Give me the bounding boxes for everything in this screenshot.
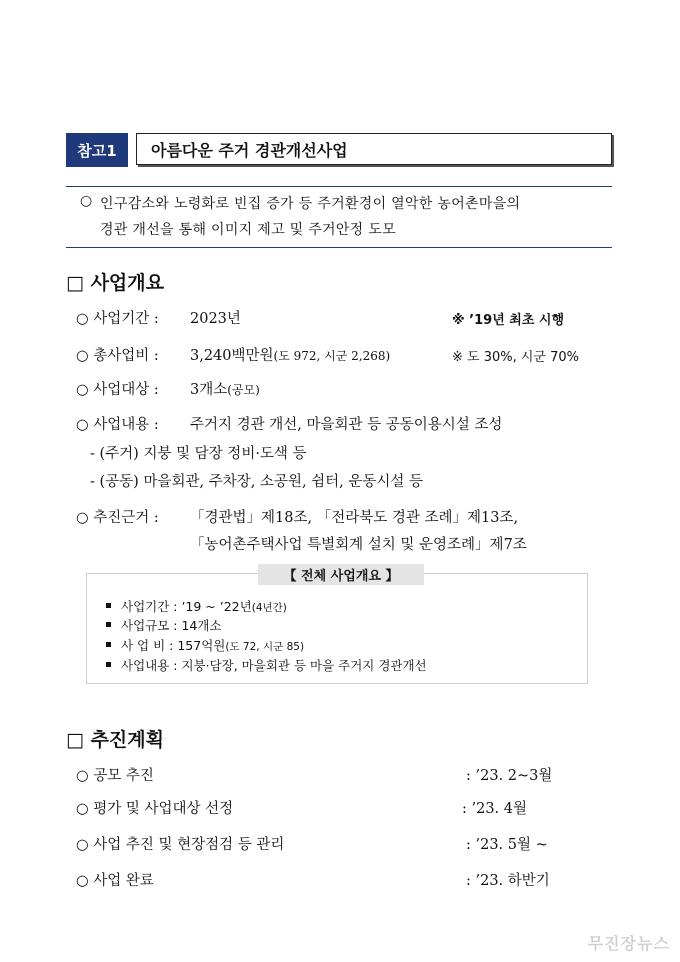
period-value: 2023년 (190, 311, 241, 327)
budget-value (190, 344, 390, 365)
content-label: ○ 사업내용 : (76, 417, 159, 433)
plan-row-date: : ’23. 2~3월 (466, 768, 553, 784)
budget-label: ○ 총사업비 : (76, 348, 159, 364)
basis-line-2: 「농어촌주택사업 특별회계 설치 및 운영조례」제7조 (190, 537, 527, 553)
watermark-logo: 무진장뉴스 (587, 934, 670, 953)
page-title: 아름다운 주거 경관개선사업 (136, 133, 612, 165)
basis-line-1: 「경관법」제18조, 「전라북도 경관 조례」제13조, (190, 510, 519, 526)
plan-row-date: : ’23. 5월 ~ (466, 837, 548, 853)
plan-row-label: ○ 공모 추진 (76, 768, 154, 784)
period-label: ○ 사업기간 : (76, 311, 159, 327)
plan-row-date: : ’23. 4월 (462, 801, 528, 817)
budget-detail: (도 972, 시군 2,268) (273, 349, 391, 363)
target-detail: (공모) (227, 383, 260, 397)
plan-row-label: ○ 사업 추진 및 현장점검 등 관리 (76, 837, 285, 853)
summary-item (106, 636, 304, 654)
summary-item (106, 656, 427, 674)
intro-line-1: 인구감소와 노령화로 빈집 증가 등 주거환경이 열악한 농어촌마을의 (100, 196, 521, 212)
square-bullet-icon (106, 603, 111, 608)
summary-title: 【 전체 사업개요 】 (258, 564, 424, 585)
period-note: ※ ’19년 최초 시행 (452, 313, 565, 328)
intro-line-2: 경관 개선을 통해 이미지 제고 및 주거안정 도모 (100, 222, 396, 238)
summary-item-label: 사업규모 : 14개소 (121, 618, 222, 633)
plan-row-label: ○ 사업 완료 (76, 873, 154, 889)
target-count: 3개소 (190, 382, 228, 398)
target-value (190, 378, 260, 399)
summary-item-label: 사 업 비 : 157억원 (121, 638, 226, 653)
budget-amount: 3,240백만원 (190, 348, 274, 364)
target-label: ○ 사업대상 : (76, 382, 159, 398)
summary-item (106, 597, 287, 615)
plan-title: □ 추진계획 (66, 729, 164, 751)
content-sub-2: - (공동) 마을회관, 주차장, 소공원, 쉼터, 운동시설 등 (90, 474, 424, 490)
square-bullet-icon (106, 642, 111, 647)
summary-item-label: 사업기간 : ’19 ~ ’22년 (121, 599, 252, 614)
plan-row-date: : ’23. 하반기 (466, 873, 550, 889)
square-bullet-icon (106, 662, 111, 667)
content-value: 주거지 경관 개선, 마을회관 등 공동이용시설 조성 (190, 417, 503, 433)
summary-item-detail: (도 72, 시군 85) (225, 641, 305, 653)
intro-bullet: ○ (80, 193, 93, 209)
summary-item-detail: (4년간) (251, 602, 287, 614)
plan-row-label: ○ 평가 및 사업대상 선정 (76, 801, 234, 817)
summary-item-label: 사업내용 : 지붕·담장, 마을회관 등 마을 주거지 경관개선 (121, 658, 427, 673)
content-sub-1: - (주거) 지붕 및 담장 정비·도색 등 (90, 446, 307, 462)
square-bullet-icon (106, 622, 111, 627)
overview-title: □ 사업개요 (66, 272, 164, 294)
basis-label: ○ 추진근거 : (76, 510, 159, 526)
budget-note: ※ 도 30%, 시군 70% (452, 350, 580, 365)
summary-item (106, 616, 222, 634)
reference-tag: 참고1 (66, 133, 128, 167)
